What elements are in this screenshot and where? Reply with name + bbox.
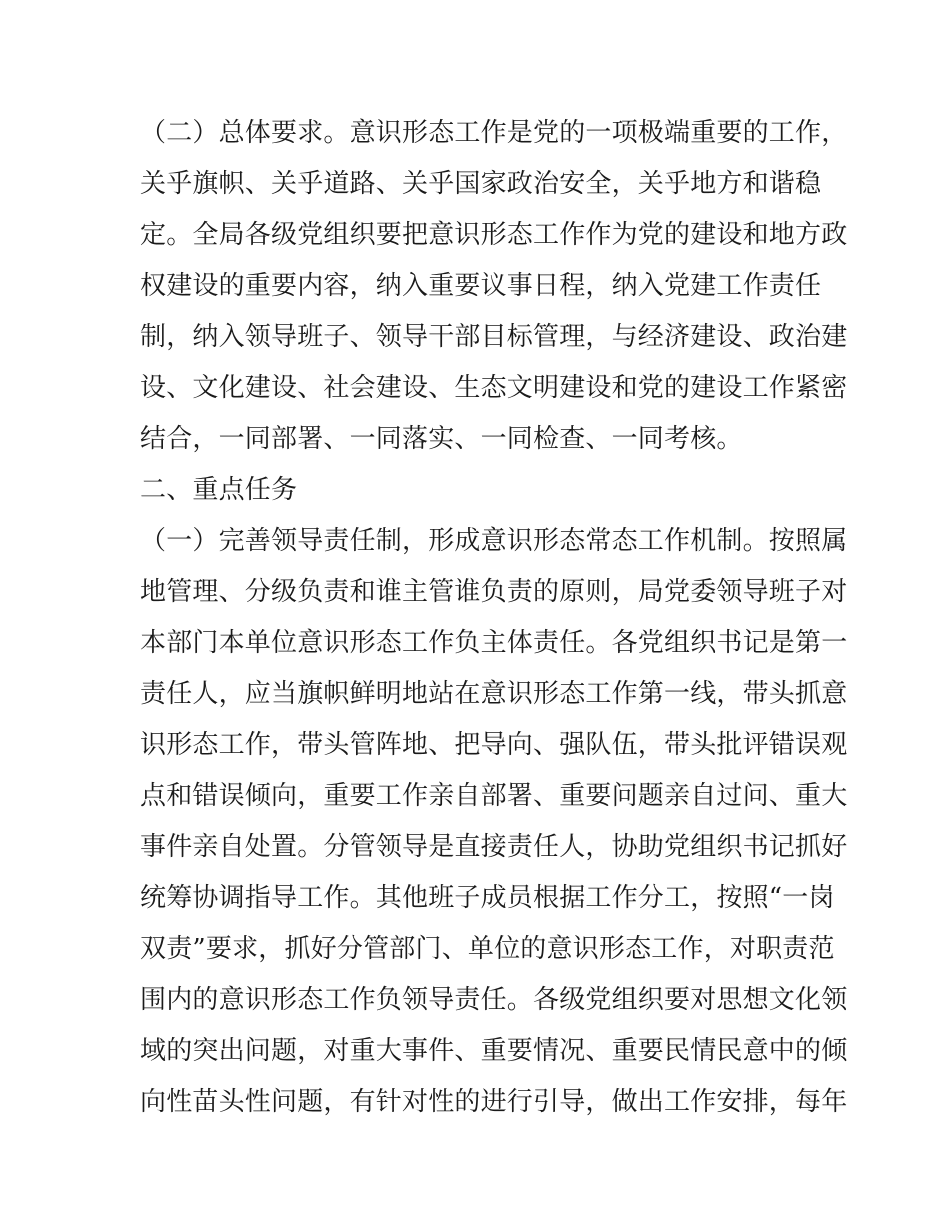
text-line: 域的突出问题，对重大事件、重要情况、重要民情民意中的倾 <box>140 1036 848 1066</box>
text-line: 责任人，应当旗帜鲜明地站在意识形态工作第一线，带头抓意 <box>140 679 848 709</box>
text-line: 地管理、分级负责和谁主管谁负责的原则，局党委领导班子对 <box>140 577 848 607</box>
text-line: 双责”要求，抓好分管部门、单位的意识形态工作，对职责范 <box>140 934 835 964</box>
text-line: 定。全局各级党组织要把意识形态工作作为党的建设和地方政 <box>140 220 848 250</box>
text-line: 设、文化建设、社会建设、生态文明建设和党的建设工作紧密 <box>140 373 848 403</box>
text-line: 统筹协调指导工作。其他班子成员根据工作分工，按照“一岗 <box>140 883 835 913</box>
section-heading: 二、重点任务 <box>140 475 298 505</box>
text-line: 向性苗头性问题，有针对性的进行引导，做出工作安排，每年 <box>140 1087 848 1117</box>
text-line: （一）完善领导责任制，形成意识形态常态工作机制。按照属 <box>140 526 848 556</box>
text-line: 点和错误倾向，重要工作亲自部署、重要问题亲自过问、重大 <box>140 781 848 811</box>
body-text <box>140 108 848 1128</box>
text-line: 本部门本单位意识形态工作负主体责任。各党组织书记是第一 <box>140 628 848 658</box>
text-line: 制，纳入领导班子、领导干部目标管理，与经济建设、政治建 <box>140 322 848 352</box>
text-line: 权建设的重要内容，纳入重要议事日程，纳入党建工作责任 <box>140 271 822 301</box>
text-line: 识形态工作，带头管阵地、把导向、强队伍，带头批评错误观 <box>140 730 848 760</box>
text-line: 结合，一同部署、一同落实、一同检查、一同考核。 <box>140 424 743 454</box>
text-line: 事件亲自处置。分管领导是直接责任人，协助党组织书记抓好 <box>140 832 848 862</box>
text-line: 围内的意识形态工作负领导责任。各级党组织要对思想文化领 <box>140 985 848 1015</box>
text-line: 关乎旗帜、关乎道路、关乎国家政治安全，关乎地方和谐稳 <box>140 169 822 199</box>
text-line: （二）总体要求。意识形态工作是党的一项极端重要的工作， <box>140 118 848 148</box>
